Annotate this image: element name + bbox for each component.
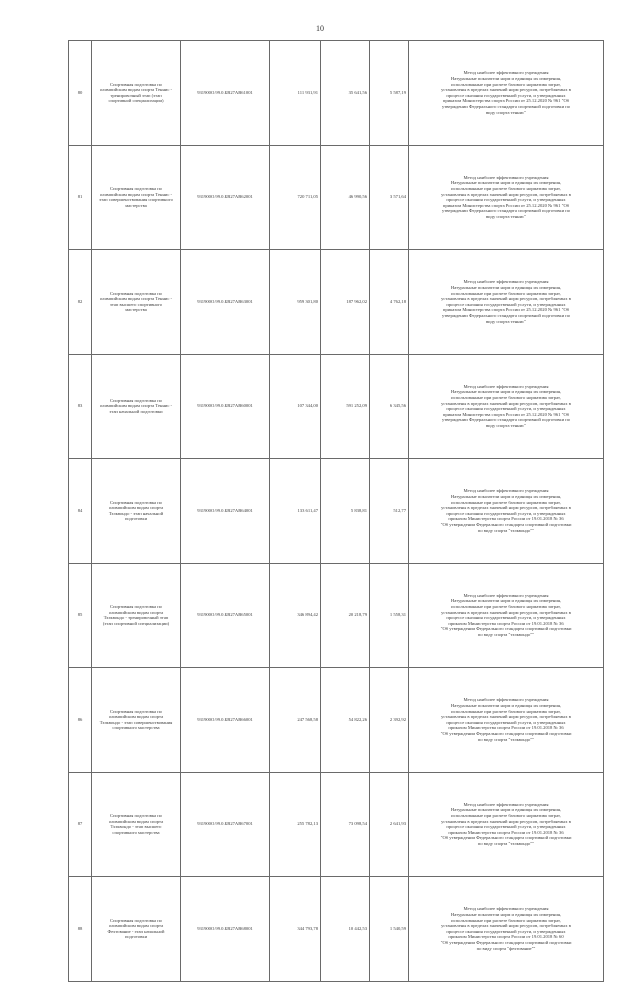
value-2: 20 218,79 (321, 563, 370, 668)
service-name (92, 668, 181, 773)
service-name-line: Спортивная подготовка по (110, 917, 162, 923)
service-name-line: олимпийским видам спорта Теннис - (99, 296, 173, 302)
value-1: 346 894,42 (270, 563, 321, 668)
method-line: приказом Министерства спорта России от 25.12.2020 № 961 "Об (442, 307, 570, 313)
method-line: установлены в пределах значений норм ресурсов, потребляемых в (441, 714, 571, 720)
method-line: "Об утверждении Федерального стандарта спортивной подготовки (440, 835, 572, 841)
service-name-line: Тхэквондо - тренировочный этап (103, 615, 169, 621)
row-number: 81 (69, 145, 92, 250)
method-description (409, 41, 604, 146)
method-line: процессе оказания государственной услуги, и утвержденных (446, 510, 566, 516)
row-number: 84 (69, 459, 92, 564)
service-name (92, 145, 181, 250)
value-2: 73 098,54 (321, 772, 370, 877)
table-row (69, 41, 604, 146)
method-line: Метод наиболее эффективного учреждения (463, 906, 549, 912)
service-name-line: тренировочный этап (этап (110, 92, 162, 98)
method-line: Натуральные показатели норм и единицы их измерения, (450, 75, 562, 81)
method-line: утверждении Федерального стандарта спортивной подготовки по (441, 103, 571, 109)
service-name-line: Тхэквондо - этап совершенствования (99, 719, 173, 725)
method-line: Натуральные показатели норм и единицы их измерения, (450, 911, 562, 917)
method-line: утверждении Федерального стандарта спортивной подготовки по (441, 312, 571, 318)
method-line: "Об утверждении Федерального стандарта спортивной подготовки (440, 521, 572, 527)
table-row (69, 877, 604, 982)
service-name-line: Спортивная подготовка по (110, 186, 162, 192)
table-row (69, 250, 604, 355)
value-2: 591 252,09 (321, 354, 370, 459)
registry-code: 931900О.99.0.БВ27АВ62001 (181, 145, 270, 250)
registry-code: 931900О.99.0.БВ27АВ63001 (181, 250, 270, 355)
method-description (409, 354, 604, 459)
value-3: 4 762,18 (370, 250, 409, 355)
table-row (69, 563, 604, 668)
method-line: установлены в пределах значений норм ресурсов, потребляемых в (441, 923, 571, 929)
method-line: приказом Министерства спорта России от 19.01.2018 № 60 (448, 934, 564, 940)
table-row (69, 668, 604, 773)
table-body (69, 41, 604, 982)
service-name-line: Спортивная подготовка по (110, 813, 162, 819)
service-name-line: этап начальной подготовки (109, 409, 163, 415)
method-line: по виду спорта "тхэквондо"" (477, 736, 535, 742)
registry-code: 931900О.99.0.БВ27АВ64001 (181, 459, 270, 564)
service-name-line: олимпийским видам спорта (108, 923, 164, 929)
method-line: установлены в пределах значений норм ресурсов, потребляемых в (441, 609, 571, 615)
service-name-line: олимпийским видам спорта Теннис - (99, 403, 173, 409)
table-row (69, 772, 604, 877)
service-name (92, 877, 181, 982)
value-3: 512,77 (370, 459, 409, 564)
value-2: 187 962,02 (321, 250, 370, 355)
service-name-line: олимпийским видам спорта (108, 505, 164, 511)
registry-code: 931900О.99.0.БВ27АВ68001 (181, 877, 270, 982)
method-line: приказом Министерства спорта России от 19.01.2018 № 36 (448, 516, 564, 522)
service-name-line: Спортивная подготовка по (110, 290, 162, 296)
method-description (409, 772, 604, 877)
service-name-line: (этап спортивной специализации) (102, 620, 170, 626)
service-name (92, 563, 181, 668)
value-3: 2 392,92 (370, 668, 409, 773)
method-line: Метод наиболее эффективного учреждения (463, 801, 549, 807)
service-name-line: спортивного мастерства (112, 829, 160, 835)
method-line: Натуральные показатели норм и единицы их измерения, (450, 493, 562, 499)
value-2: 46 990,56 (321, 145, 370, 250)
method-description (409, 145, 604, 250)
method-description (409, 250, 604, 355)
value-3: 1 558,31 (370, 563, 409, 668)
method-line: использованные при расчете базового норматива затрат, (451, 499, 561, 505)
method-description (409, 668, 604, 773)
service-name-line: спортивного мастерства (112, 725, 160, 731)
table-row (69, 459, 604, 564)
page-number: 10 (316, 24, 324, 33)
value-3: 1 540,59 (370, 877, 409, 982)
service-name-line: Спортивная подготовка по (110, 397, 162, 403)
method-line: Метод наиболее эффективного учреждения (463, 592, 549, 598)
method-line: процессе оказания государственной услуги, и утвержденных (446, 719, 566, 725)
service-name-line: олимпийским видам спорта (108, 714, 164, 720)
row-number: 80 (69, 41, 92, 146)
row-number: 86 (69, 668, 92, 773)
table-row (69, 354, 604, 459)
service-name-line: этап высшего спортивного (109, 301, 163, 307)
method-line: установлены в пределах значений норм ресурсов, потребляемых в (441, 818, 571, 824)
method-line: "Об утверждении Федерального стандарта спортивной подготовки (440, 626, 572, 632)
method-line: приказом Министерства спорта России от 19.01.2018 № 36 (448, 620, 564, 626)
method-line: процессе оказания государственной услуги, и утвержденных (446, 197, 566, 203)
method-line: Метод наиболее эффективного учреждения (463, 279, 549, 285)
method-line: "Об утверждении Федерального стандарта спортивной подготовки (440, 730, 572, 736)
method-line: Натуральные показатели норм и единицы их измерения, (450, 807, 562, 813)
service-name-line: Спортивная подготовка по (110, 604, 162, 610)
value-2: 35 641,56 (321, 41, 370, 146)
service-name-line: Спортивная подготовка по (110, 81, 162, 87)
service-name (92, 41, 181, 146)
method-line: приказом Министерства спорта России от 19.01.2018 № 36 (448, 725, 564, 731)
value-3: 2 641,93 (370, 772, 409, 877)
method-line: использованные при расчете базового норматива затрат, (451, 813, 561, 819)
method-line: Натуральные показатели норм и единицы их измерения, (450, 702, 562, 708)
method-line: процессе оказания государственной услуги, и утвержденных (446, 92, 566, 98)
method-line: использованные при расчете базового норматива затрат, (451, 186, 561, 192)
method-line: Натуральные показатели норм и единицы их измерения, (450, 598, 562, 604)
method-line: использованные при расчете базового норматива затрат, (451, 81, 561, 87)
method-line: использованные при расчете базового норматива затрат, (451, 917, 561, 923)
value-1: 133 611,47 (270, 459, 321, 564)
service-name-line: мастерства (125, 202, 147, 208)
value-1: 720 711,05 (270, 145, 321, 250)
method-line: утверждении Федерального стандарта спортивной подготовки по (441, 208, 571, 214)
method-description (409, 877, 604, 982)
registry-code: 931900О.99.0.БВ27АВ60001 (181, 354, 270, 459)
service-name (92, 354, 181, 459)
value-2: 5 838,81 (321, 459, 370, 564)
service-name-line: Спортивная подготовка по (110, 708, 162, 714)
service-name-line: подготовки (124, 934, 148, 940)
registry-code: 931900О.99.0.БВ27АВ61001 (181, 41, 270, 146)
method-line: использованные при расчете базового норматива затрат, (451, 708, 561, 714)
service-name-line: олимпийским видам спорта Теннис - (99, 87, 173, 93)
value-1: 111 931,91 (270, 41, 321, 146)
value-1: 255 782,13 (270, 772, 321, 877)
method-line: Натуральные показатели норм и единицы их измерения, (450, 389, 562, 395)
value-2: 10 442,53 (321, 877, 370, 982)
service-name-line: подготовки (124, 516, 148, 522)
method-line: по виду спорта "тхэквондо"" (477, 841, 535, 847)
value-3: 5 587,19 (370, 41, 409, 146)
table-row (69, 145, 604, 250)
method-line: установлены в пределах значений норм ресурсов, потребляемых в (441, 191, 571, 197)
row-number: 83 (69, 354, 92, 459)
service-name-line: Фехтование - этап начальной (107, 928, 165, 934)
value-3: 6 345,56 (370, 354, 409, 459)
service-name (92, 250, 181, 355)
method-description (409, 563, 604, 668)
method-line: "Об утверждении Федерального стандарта спортивной подготовки (440, 939, 572, 945)
method-line: Метод наиболее эффективного учреждения (463, 383, 549, 389)
method-line: виду спорта теннис" (485, 318, 527, 324)
registry-code: 931900О.99.0.БВ27АВ66001 (181, 668, 270, 773)
method-line: процессе оказания государственной услуги, и утвержденных (446, 615, 566, 621)
service-name-line: мастерства (125, 307, 147, 313)
service-name-line: Спортивная подготовка по (110, 499, 162, 505)
value-3: 3 571,64 (370, 145, 409, 250)
method-line: по виду спорта "тхэквондо"" (477, 527, 535, 533)
value-1: 344 793,78 (270, 877, 321, 982)
method-line: по виду спорта "фехтование"" (476, 945, 536, 951)
method-line: установлены в пределах значений норм ресурсов, потребляемых в (441, 505, 571, 511)
service-name-line: олимпийским видам спорта (108, 609, 164, 615)
method-line: процессе оказания государственной услуги, и утвержденных (446, 301, 566, 307)
service-name (92, 772, 181, 877)
method-line: виду спорта теннис" (485, 214, 527, 220)
service-name-line: Тхэквондо - этап высшего (110, 824, 162, 830)
method-line: Метод наиболее эффективного учреждения (463, 488, 549, 494)
method-line: Метод наиболее эффективного учреждения (463, 70, 549, 76)
method-line: установлены в пределах значений норм ресурсов, потребляемых в (441, 400, 571, 406)
value-2: 54 822,26 (321, 668, 370, 773)
method-line: Натуральные показатели норм и единицы их измерения, (450, 284, 562, 290)
row-number: 82 (69, 250, 92, 355)
method-line: использованные при расчете базового норматива затрат, (451, 604, 561, 610)
service-name-line: Тхэквондо - этап начальной (108, 510, 164, 516)
method-line: по виду спорта "тхэквондо"" (477, 632, 535, 638)
service-name-line: этап совершенствования спортивного (99, 197, 173, 203)
norms-table (68, 40, 604, 982)
service-name-line: олимпийским видам спорта Теннис - (99, 191, 173, 197)
method-line: процессе оказания государственной услуги, и утвержденных (446, 406, 566, 412)
method-line: виду спорта теннис" (485, 109, 527, 115)
method-line: установлены в пределах значений норм ресурсов, потребляемых в (441, 296, 571, 302)
method-line: приказом Министерства спорта России от 25.12.2020 № 961 "Об (442, 202, 570, 208)
value-1: 959 301,80 (270, 250, 321, 355)
method-line: процессе оказания государственной услуги, и утвержденных (446, 928, 566, 934)
row-number: 87 (69, 772, 92, 877)
service-name (92, 459, 181, 564)
value-1: 107 344,00 (270, 354, 321, 459)
registry-code: 931900О.99.0.БВ27АВ67001 (181, 772, 270, 877)
method-line: использованные при расчете базового норматива затрат, (451, 290, 561, 296)
method-line: процессе оказания государственной услуги, и утвержденных (446, 824, 566, 830)
row-number: 85 (69, 563, 92, 668)
value-1: 247 568,58 (270, 668, 321, 773)
method-line: виду спорта теннис" (485, 423, 527, 429)
method-line: Метод наиболее эффективного учреждения (463, 174, 549, 180)
service-name-line: спортивной специализации) (108, 98, 164, 104)
method-line: утверждении Федерального стандарта спортивной подготовки по (441, 417, 571, 423)
method-description (409, 459, 604, 564)
service-name-line: олимпийским видам спорта (108, 818, 164, 824)
method-line: приказом Министерства спорта России от 25.12.2020 № 961 "Об (442, 411, 570, 417)
method-line: Метод наиболее эффективного учреждения (463, 697, 549, 703)
method-line: Натуральные показатели норм и единицы их измерения, (450, 180, 562, 186)
row-number: 88 (69, 877, 92, 982)
method-line: приказом Министерства спорта России от 25.12.2020 № 961 "Об (442, 98, 570, 104)
registry-code: 931900О.99.0.БВ27АВ65001 (181, 563, 270, 668)
method-line: установлены в пределах значений норм ресурсов, потребляемых в (441, 87, 571, 93)
method-line: приказом Министерства спорта России от 19.01.2018 № 36 (448, 829, 564, 835)
method-line: использованные при расчете базового норматива затрат, (451, 395, 561, 401)
